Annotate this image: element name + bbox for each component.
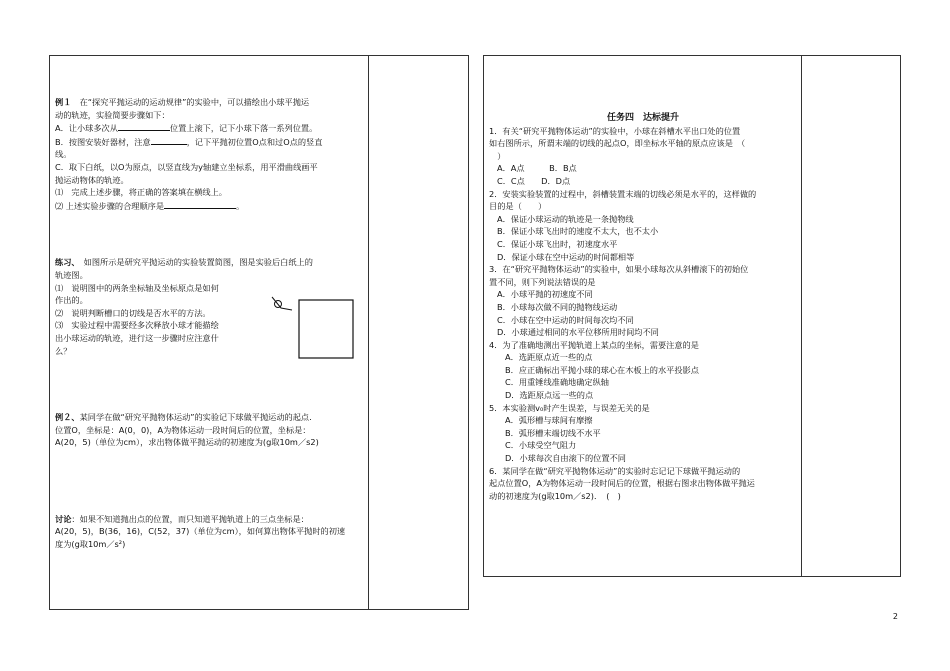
left-divider xyxy=(368,56,369,609)
discussion-label: 讨论 xyxy=(55,513,72,524)
left-panel xyxy=(49,55,469,610)
page-number: 2 xyxy=(892,612,898,621)
apparatus-diagram xyxy=(268,294,358,364)
answer-blank-b xyxy=(151,135,187,145)
right-content: 任务四 达标提升 1．有关“研究平抛物体运动”的实验中，小球在斜槽水平出口处的位置 如右图所示，所谓末端的切线的起点O，即坐标水平轴的原点应该是 （ ） A．A点 B．B点 C．C点 D．D点 2．安装实验装置的过程中，斜槽装置末端的切线必须是水平的，这样做的 目的是（ ） A．保证小球运动的轨迹是一条抛物线 B．保证小球飞出时的速度不太大，也不太小 C．保证小球飞出时，初速度水平 D．保证小球在空中运动的时间都相等 3．在“研究平抛物体运动”的实验中，如果小球每次从斜槽滚下的初始位 置不同，则下列说法错误的是 A．小球平抛的初速度不同 B．小球每次做不同的抛物线运动 C．小球在空中运动的时间每次均不同 D．小球通过相同的水平位移所用时间均不同 4．为了准确地测出平抛轨道上某点的坐标，需要注意的是 A．选距原点近一些的点 B．应正确标出平抛小球的球心在木板上的水平投影点 C．用重锤线准确地确定纵轴 D．选距原点远一些的点 5．本实验测v₀时产生误差，与误差无关的是 A．弧形槽与球间有摩擦 B．弧形槽末端切线不水平 C．小球受空气阻力 D．小球每次自由滚下的位置不同 6．某同学在做“研究平抛物体运动”的实验时忘记记下球做平抛运动的 起点位置O，A为物体运动一段时间后的位置，根据右图求出物体做平抛运 动的初速度为(g取10m／s2)． ( ) xyxy=(489,112,797,502)
example2-label: 例２、 xyxy=(55,412,80,423)
answer-blank-a xyxy=(118,121,170,131)
example1-label: 例１ xyxy=(55,97,72,107)
right-divider xyxy=(801,56,802,576)
task-title: 任务四 达标提升 xyxy=(606,113,679,123)
answer-blank-order xyxy=(164,199,236,209)
right-panel xyxy=(483,55,901,577)
practice-label: 练习、 xyxy=(55,257,76,268)
left-content: 例１ 在“探究平抛运动的运动规律”的实验中，可以描绘出小球平抛运 动的轨迹，实验简要步骤如下： A．让小球多次从 位置上滚下，记下小球下落一系列位置。 B．按图安装好器材，注意 ，记下平抛初位置O点和过O点的竖直 线。 C．取下白纸，以O为原点，以竖直线为y轴建立坐标系，用平滑曲线画平 抛运动物体的轨迹。 ⑴ 完成上述步骤，将正确的答案填在横线上。 ⑵ 上述实验步骤的合理顺序是 。 练习、 如图所示是研究平抛运动的实验装置简图，图是实验后白纸上的 轨迹图。 ⑴ 说明图中的两条坐标轴及坐标原点是如何 作出的。 ⑵ 说明判断槽口的切线是否水平的方法。 ⑶ 实验过程中需要经多次释放小球才能描绘 出小球运动的轨迹，进行这一步骤时应注意什 么？ 例２、某同学在做“研究平抛物体运动”的实验记下球做平抛运动的起点. 位置O，坐标是：A(0，0)，A为物体运动一段时间后的位置，坐标是： A(20，5)（单位为cm），求出物体做平抛运动的初速度为(g取10m／s2) 讨论：如果不知道抛出点的位置，而只知道平抛轨道上的三点坐标是： A(20，5)，B(36，16)，C(52，37)（单位为cm），如何算出物体平抛时的初速 度为(g取10m／s²) xyxy=(55,97,346,550)
